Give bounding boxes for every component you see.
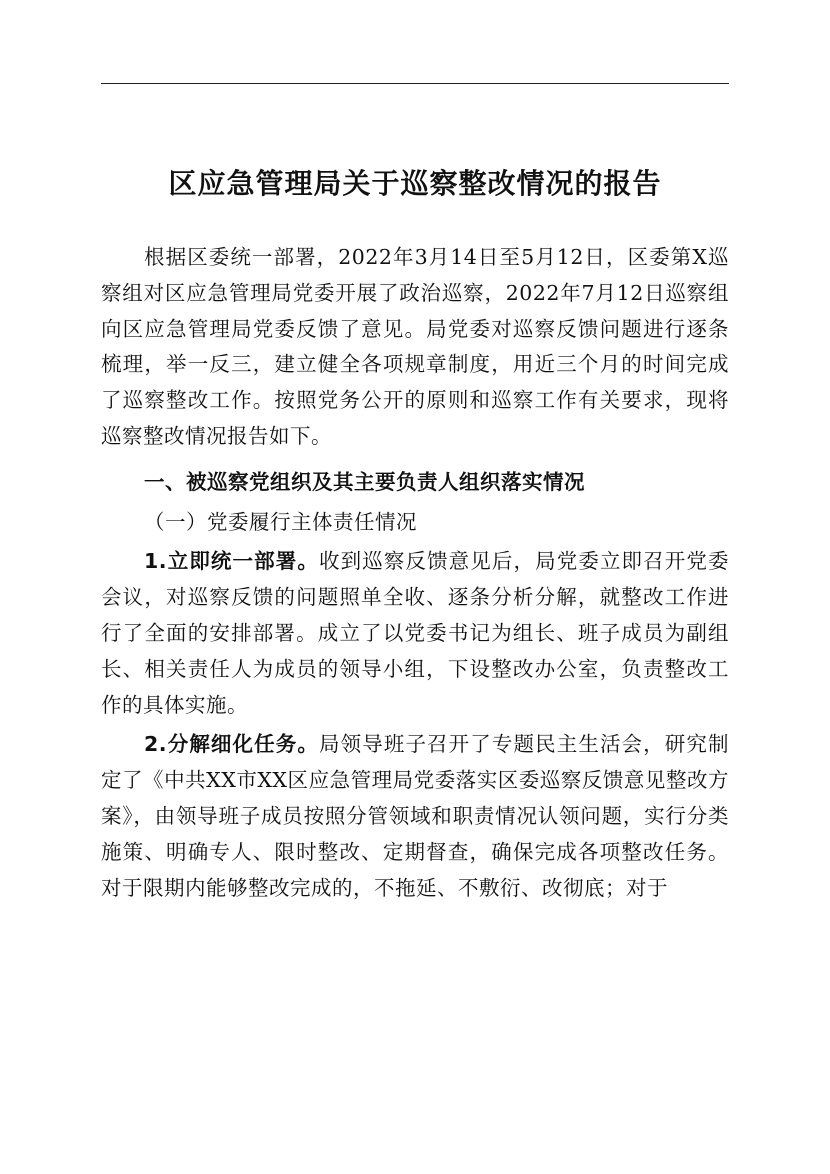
subsection-heading: （一）党委履行主体责任情况 [144,509,418,534]
document-title: 区应急管理局关于巡察整改情况的报告 [168,167,662,200]
item-2-lead: 2.分解细化任务。 [144,732,319,757]
item-paragraph-2 [101,727,729,906]
item-paragraph-1 [101,544,729,723]
item-1-lead: 1.立即统一部署。 [144,549,319,574]
section-heading: 一、被巡察党组织及其主要负责人组织落实情况 [144,469,586,494]
header-rule [101,83,729,84]
document-body [101,240,729,906]
item-1-text: 收到巡察反馈意见后，局党委立即召开党委会议，对巡察反馈的问题照单全收、逐条分析分解，就整改工作进行了全面的安排部署。成立了以党委书记为组长、班子成员为副组长、相关责任人为成员的领导小组，下设整改办公室，负责整改工作的具体实施。 [101,549,730,717]
item-2-text: 局领导班子召开了专题民主生活会，研究制定了《中共XX市XX区应急管理局党委落实区委巡察反馈意见整改方案》，由领导班子成员按照分管领域和职责情况认领问题，实行分类施策、明确专人、限时整改、定期督查，确保完成各项整改任务。对于限期内能够整改完成的，不拖延、不敷衍、改彻底；对于 [101,732,730,900]
intro-paragraph: 根据区委统一部署，2022年3月14日至5月12日，区委第X巡察组对区应急管理局党委开展了政治巡察，2022年7月12日巡察组向区应急管理局党委反馈了意见。局党委对巡察反馈问题进行逐条梳理，举一反三，建立健全各项规章制度，用近三个月的时间完成了巡察整改工作。按照党务公开的原则和巡察工作有关要求，现将巡察整改情况报告如下。 [101,245,729,448]
